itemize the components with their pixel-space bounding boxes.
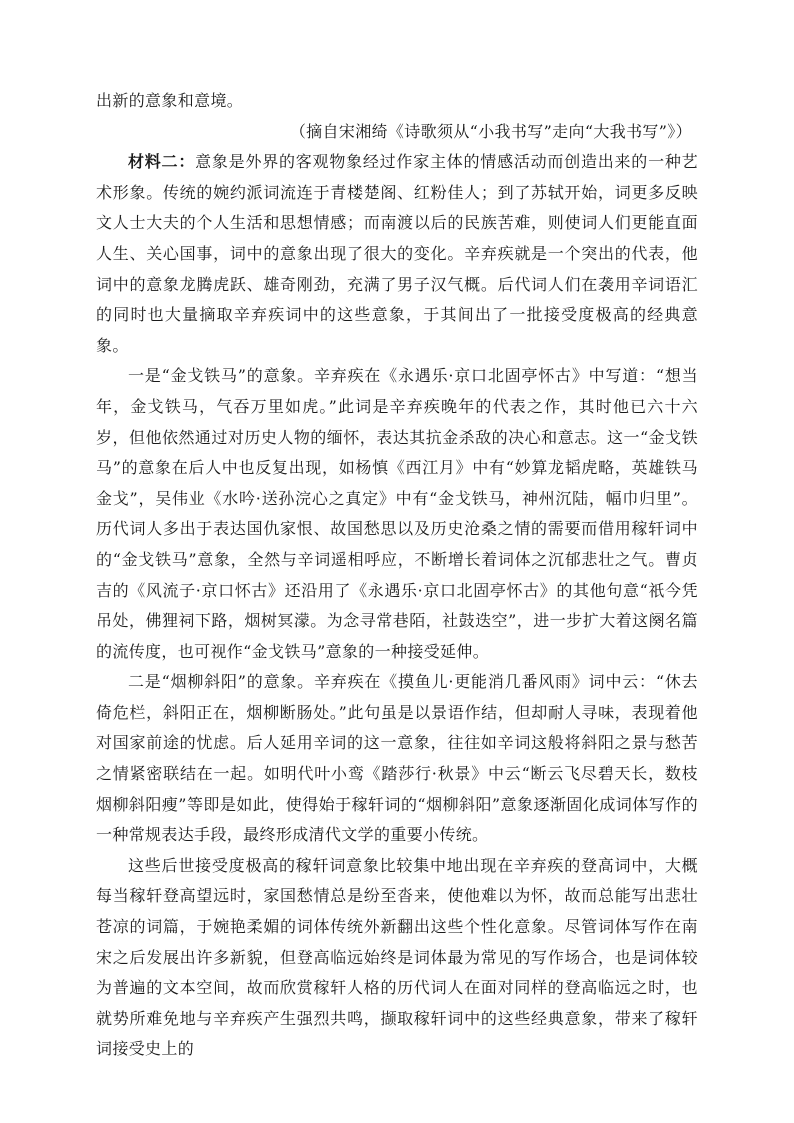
material-two-text: 意象是外界的客观物象经过作家主体的情感活动而创造出来的一种艺术形象。传统的婉约派词流连于青楼楚阁、红粉佳人；到了苏轼开始，词更多反映文人士大夫的个人生活和思想情感；而南渡以后的民族苦难，则使词人们更能直面人生、关心国事，词中的意象出现了很大的变化。辛弃疾就是一个突出的代表，他词中的意象龙腾虎跃、雄奇刚劲，充满了男子汉气概。后代词人们在袭用辛词语汇的同时也大量摘取辛弃疾词中的这些意象，于其间出了一批接受度极高的经典意象。 <box>96 152 698 355</box>
material-two-label: 材料二： <box>128 152 196 172</box>
paragraph-material-two <box>96 147 698 361</box>
paragraph-golden-spear: 一是“金戈铁马”的意象。辛弃疾在《永遇乐·京口北固亭怀古》中写道：“想当年，金戈铁马，气吞万里如虎。”此词是辛弃疾晚年的代表之作，其时他已六十六岁，但他依然通过对历史人物的缅怀，表达其抗金杀敌的决心和意志。这一“金戈铁马”的意象在后人中也反复出现，如杨慎《西江月》中有“妙算龙韬虎略，英雄铁马金戈”，吴伟业《水吟·送孙浣心之真定》中有“金戈铁马，神州沉陆，幅巾归里”。历代词人多出于表达国仇家恨、故国愁思以及历史沧桑之情的需要而借用稼轩词中的“金戈铁马”意象，全然与辛词遥相呼应，不断增长着词体之沉郁悲壮之气。曹贞吉的《风流子·京口怀古》还沿用了《永遇乐·京口北固亭怀古》的其他句意“祇今凭吊处，佛狸祠下路，烟树冥濛。为念寻常巷陌，社鼓迭空”，进一步扩大着这阕名篇的流传度，也可视作“金戈铁马”意象的一种接受延伸。 <box>96 366 698 661</box>
source-citation: （摘自宋湘绮《诗歌须从“小我书写”走向“大我书写”》） <box>289 121 692 141</box>
paragraph-summary: 这些后世接受度极高的稼轩词意象比较集中地出现在辛弃疾的登高词中，大概每当稼轩登高望远时，家国愁情总是纷至沓来，使他难以为怀，故而总能写出悲壮苍凉的词篇，于婉艳柔媚的词体传统外新翻出这些个性化意象。尽管词体写作在南宋之后发展出许多新貌，但登高临远始终是词体最为常见的写作场合，也是词体较为普遍的文本空间，故而欣赏稼轩人格的历代词人在面对同样的登高临远之时，也就势所难免地与辛弃疾产生强烈共鸣，撷取稼轩词中的这些经典意象，带来了稼轩词接受史上的 <box>96 855 698 1059</box>
paragraph-misty-willow: 二是“烟柳斜阳”的意象。辛弃疾在《摸鱼儿·更能消几番风雨》词中云：“休去倚危栏，斜阳正在，烟柳断肠处。”此句虽是以景语作结，但却耐人寻味，表现着他对国家前途的忧虑。后人延用辛词的这一意象，往往如辛词这般将斜阳之景与愁苦之情紧密联结在一起。如明代叶小鸾《踏莎行·秋景》中云“断云飞尽碧天长，数枝烟柳斜阳瘦”等即是如此，使得始于稼轩词的“烟柳斜阳”意象逐渐固化成词体写作的一种常规表达手段，最终形成清代文学的重要小传统。 <box>96 672 698 845</box>
document-page <box>96 86 698 1065</box>
paragraph-continuation: 出新的意象和意境。 <box>96 91 244 110</box>
